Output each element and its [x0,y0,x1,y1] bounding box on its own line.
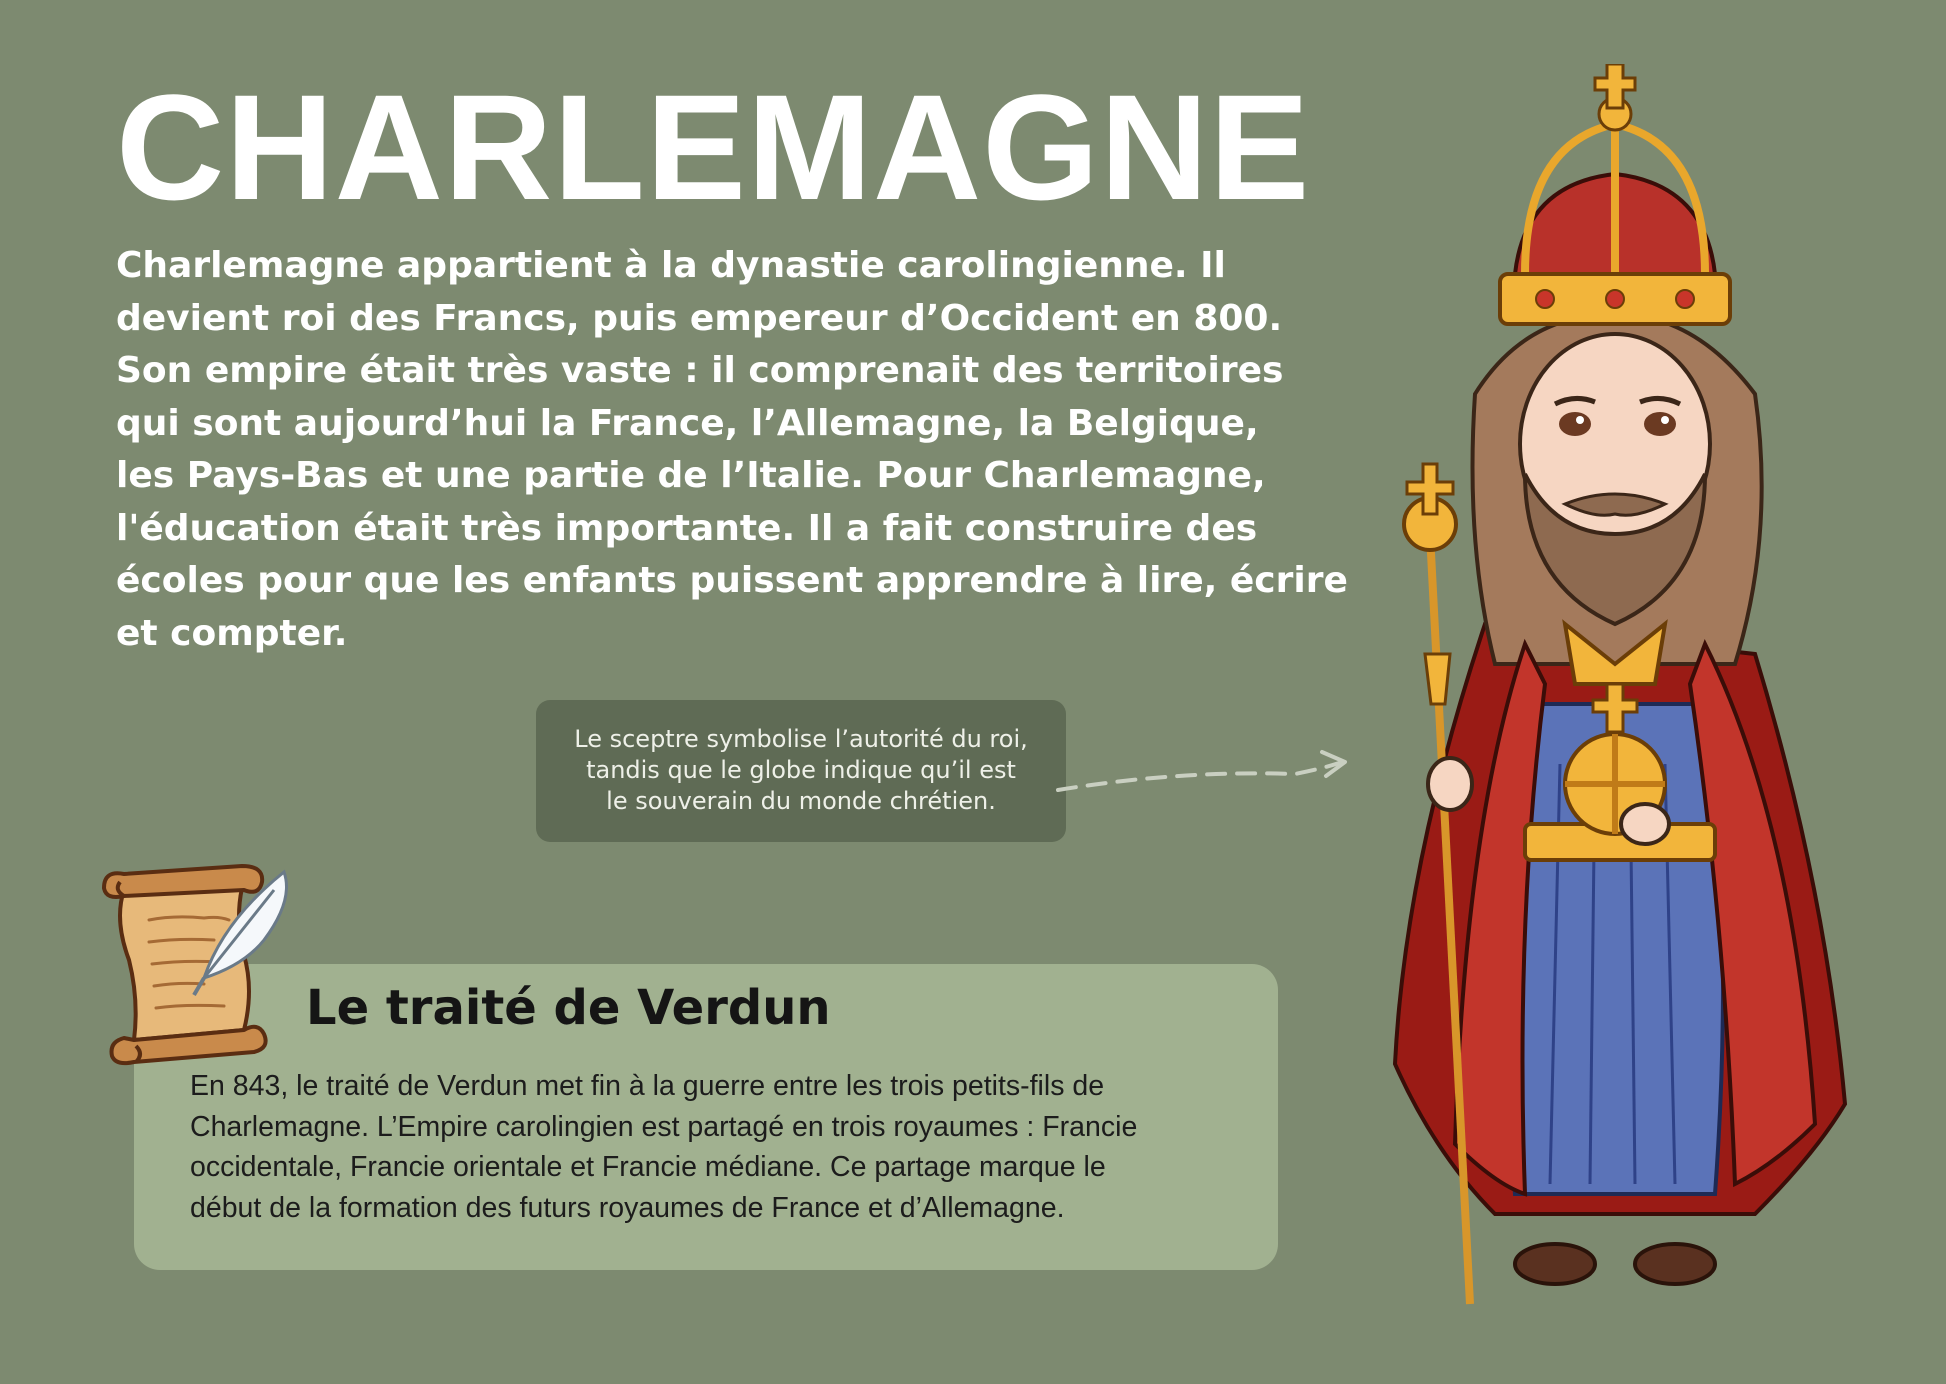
verdun-text [190,1066,1260,1228]
dashed-arrow-icon [1050,740,1350,810]
intro-line: les Pays-Bas et une partie de l’Italie. Pour Charlemagne, [116,455,1266,496]
intro-line: écoles pour que les enfants puissent apprendre à lire, écrire [116,560,1348,601]
intro-line: qui sont aujourd’hui la France, l’Allemagne, la Belgique, [116,402,1259,444]
charlemagne-illustration [1375,64,1855,1314]
scepter-note-box [536,700,1066,842]
scroll-quill-icon [94,860,304,1070]
note-line: le souverain du monde chrétien. [606,787,996,815]
note-line: Le sceptre symbolise l’autorité du roi, [574,725,1028,753]
note-line: tandis que le globe indique qu’il est [586,756,1016,784]
verdun-line: occidentale, Francie orientale et Francie médiane. Ce partage marque le [190,1151,1106,1183]
verdun-line: début de la formation des futurs royaumes de France et d’Allemagne. [190,1191,1065,1224]
intro-line: l'éducation était très importante. Il a fait construire des [116,507,1258,549]
intro-line: et compter. [116,612,348,654]
verdun-line: En 843, le traité de Verdun met fin à la guerre entre les trois petits-fils de [190,1070,1105,1102]
verdun-title: Le traité de Verdun [306,980,831,1036]
intro-line: Son empire était très vaste : il comprenait des territoires [116,350,1284,391]
intro-paragraph [116,240,1396,660]
intro-line: Charlemagne appartient à la dynastie carolingienne. Il [116,245,1226,286]
intro-line: devient roi des Francs, puis empereur d’Occident en 800. [116,297,1283,339]
verdun-line: Charlemagne. L’Empire carolingien est partagé en trois royaumes : Francie [190,1110,1138,1143]
page-title: CHARLEMAGNE [116,63,1311,231]
